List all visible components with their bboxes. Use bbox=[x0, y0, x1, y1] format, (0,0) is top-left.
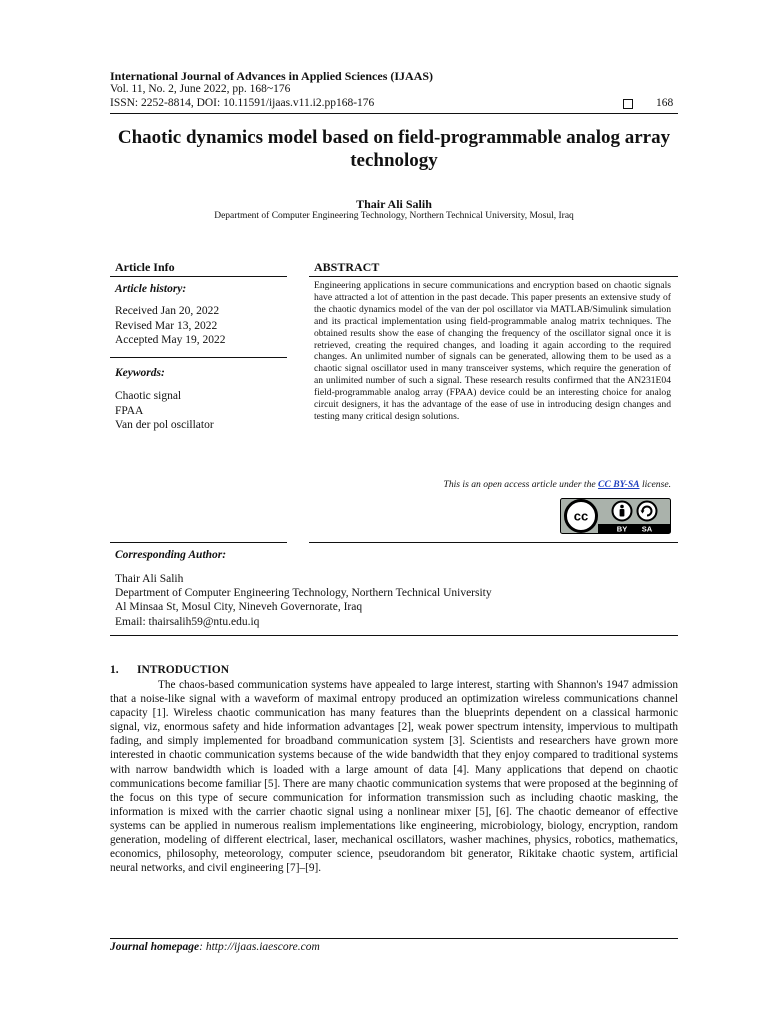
abstract-bottom-rule bbox=[309, 542, 678, 543]
abstract-rule bbox=[309, 276, 678, 277]
cc-by-sa-badge-icon[interactable] bbox=[560, 498, 671, 534]
journal-name: International Journal of Advances in Applied Sciences (IJAAS) bbox=[110, 69, 434, 83]
journal-issn-doi: ISSN: 2252-8814, DOI: 10.11591/ijaas.v11.i2.pp168-176 bbox=[110, 97, 375, 109]
svg-text:SA: SA bbox=[641, 524, 653, 534]
square-icon bbox=[623, 99, 633, 109]
corresponding-email: Email: thairsalih59@ntu.edu.iq bbox=[115, 615, 260, 628]
corresponding-address: Al Minsaa St, Mosul City, Nineveh Governorate, Iraq bbox=[115, 601, 363, 614]
license-statement: This is an open access article under the CC BY-SA license. bbox=[443, 479, 671, 490]
svg-text:BY: BY bbox=[616, 524, 628, 534]
introduction-text: The chaos-based communication systems have appealed to large interest, starting with Shannon's 1947 admission that a noise-like signal with a waveform of maximal entropy produced an optimization wireless communications channel capacity [1]. Wireless chaotic communication has many features than the blueprints dependent on a classical harmonic signal, viz, enormous safety and hide information advantages [2], weak power spectrum intensity, impervious to multipath fading, and simply implemented for broadband communication system [3]. Scientists and researchers have grown more interested in chaotic communication systems because of the wide bandwidth that they enjoy compared to traditional systems with narrow bandwidth which is loaded with a large amount of data [4]. Many applications that depend on chaotic communications become familiar [5]. There are many chaotic communication systems that were proposed at the beginning of the focus on this type of secure communication for information transmission such as including chaotic masking, the information is mixed with the carrier chaotic signal using a nonlinear mixer [5], [6]. The chaotic demeanor of effective systems can be applied in numerous realism implementations like engineering, microbiology, biology, encryption, random generation, modeling of different electrical, laser, mechanical oscillators, washer machines, physics, robotics, mathematics, economics, philosophy, meteorology, computer science, pseudorandom bit generator, Rikitake chaotic system, artificial neural networks, and civil engineering [7]–[9]. bbox=[110, 679, 678, 875]
introduction-heading: 1. INTRODUCTION bbox=[110, 664, 230, 676]
abstract-heading: ABSTRACT bbox=[314, 260, 380, 274]
paper-title: Chaotic dynamics model based on field-programmable analog array technology bbox=[117, 127, 671, 171]
corresponding-author-label: Corresponding Author: bbox=[115, 549, 227, 561]
article-history bbox=[115, 304, 226, 348]
page-number: 168 bbox=[656, 97, 674, 109]
info-bottom-rule bbox=[110, 542, 287, 543]
author-name: Thair Ali Salih bbox=[356, 197, 432, 211]
keyword: FPAA bbox=[115, 404, 144, 417]
journal-homepage: Journal homepage: http://ijaas.iaescore.com bbox=[110, 941, 320, 953]
keywords-list bbox=[115, 389, 214, 433]
history-rule bbox=[110, 357, 287, 358]
keyword: Van der pol oscillator bbox=[115, 419, 214, 431]
svg-text:cc: cc bbox=[573, 508, 589, 524]
article-info-rule bbox=[110, 276, 287, 277]
corresponding-author-block bbox=[115, 572, 492, 629]
header-rule bbox=[110, 113, 678, 114]
article-history-label: Article history: bbox=[115, 283, 187, 295]
keywords-label: Keywords: bbox=[115, 367, 165, 379]
corresponding-department: Department of Computer Engineering Technology, Northern Technical University bbox=[115, 587, 492, 600]
article-info-heading: Article Info bbox=[115, 260, 175, 274]
corresponding-name: Thair Ali Salih bbox=[115, 573, 184, 585]
abstract-text: Engineering applications in secure communications and encryption based on chaotic signals have attracted a lot of attention in the past decade. This paper presents an extensive study of the chaotic dynamics model of the van der pol oscillator via MATLAB/Simulink simulation and its practical implementation using field-programmable analog matrix techniques. The obtained results show the ease of changing the frequency of the oscillator signal once it is retrieved, creating the required changes, and loading it again according to the required changes. An unlimited number of signals can be generated, allowing them to be used as a chaotic signal oscillator used in many transceiver systems, which require the generation of an unlimited number of such a signal. These research results confirmed that the AN231E04 field-programmable analog array (FPAA) device could be an interesting choice for analog circuit designers, it has the advantage of the ease of use in introducing design changes and testing many critical design solutions. bbox=[314, 280, 671, 422]
corresponding-rule bbox=[110, 635, 678, 636]
revised-date: Revised Mar 13, 2022 bbox=[115, 319, 218, 332]
homepage-link[interactable]: http://ijaas.iaescore.com bbox=[205, 941, 320, 953]
author-affiliation: Department of Computer Engineering Technology, Northern Technical University, Mosul, Iraq bbox=[214, 211, 574, 221]
received-date: Received Jan 20, 2022 bbox=[115, 305, 220, 317]
accepted-date: Accepted May 19, 2022 bbox=[115, 334, 226, 346]
footer-rule bbox=[110, 938, 678, 939]
journal-volume: Vol. 11, No. 2, June 2022, pp. 168~176 bbox=[110, 83, 291, 95]
cc-by-sa-link[interactable]: CC BY-SA bbox=[598, 479, 640, 490]
keyword: Chaotic signal bbox=[115, 390, 182, 402]
